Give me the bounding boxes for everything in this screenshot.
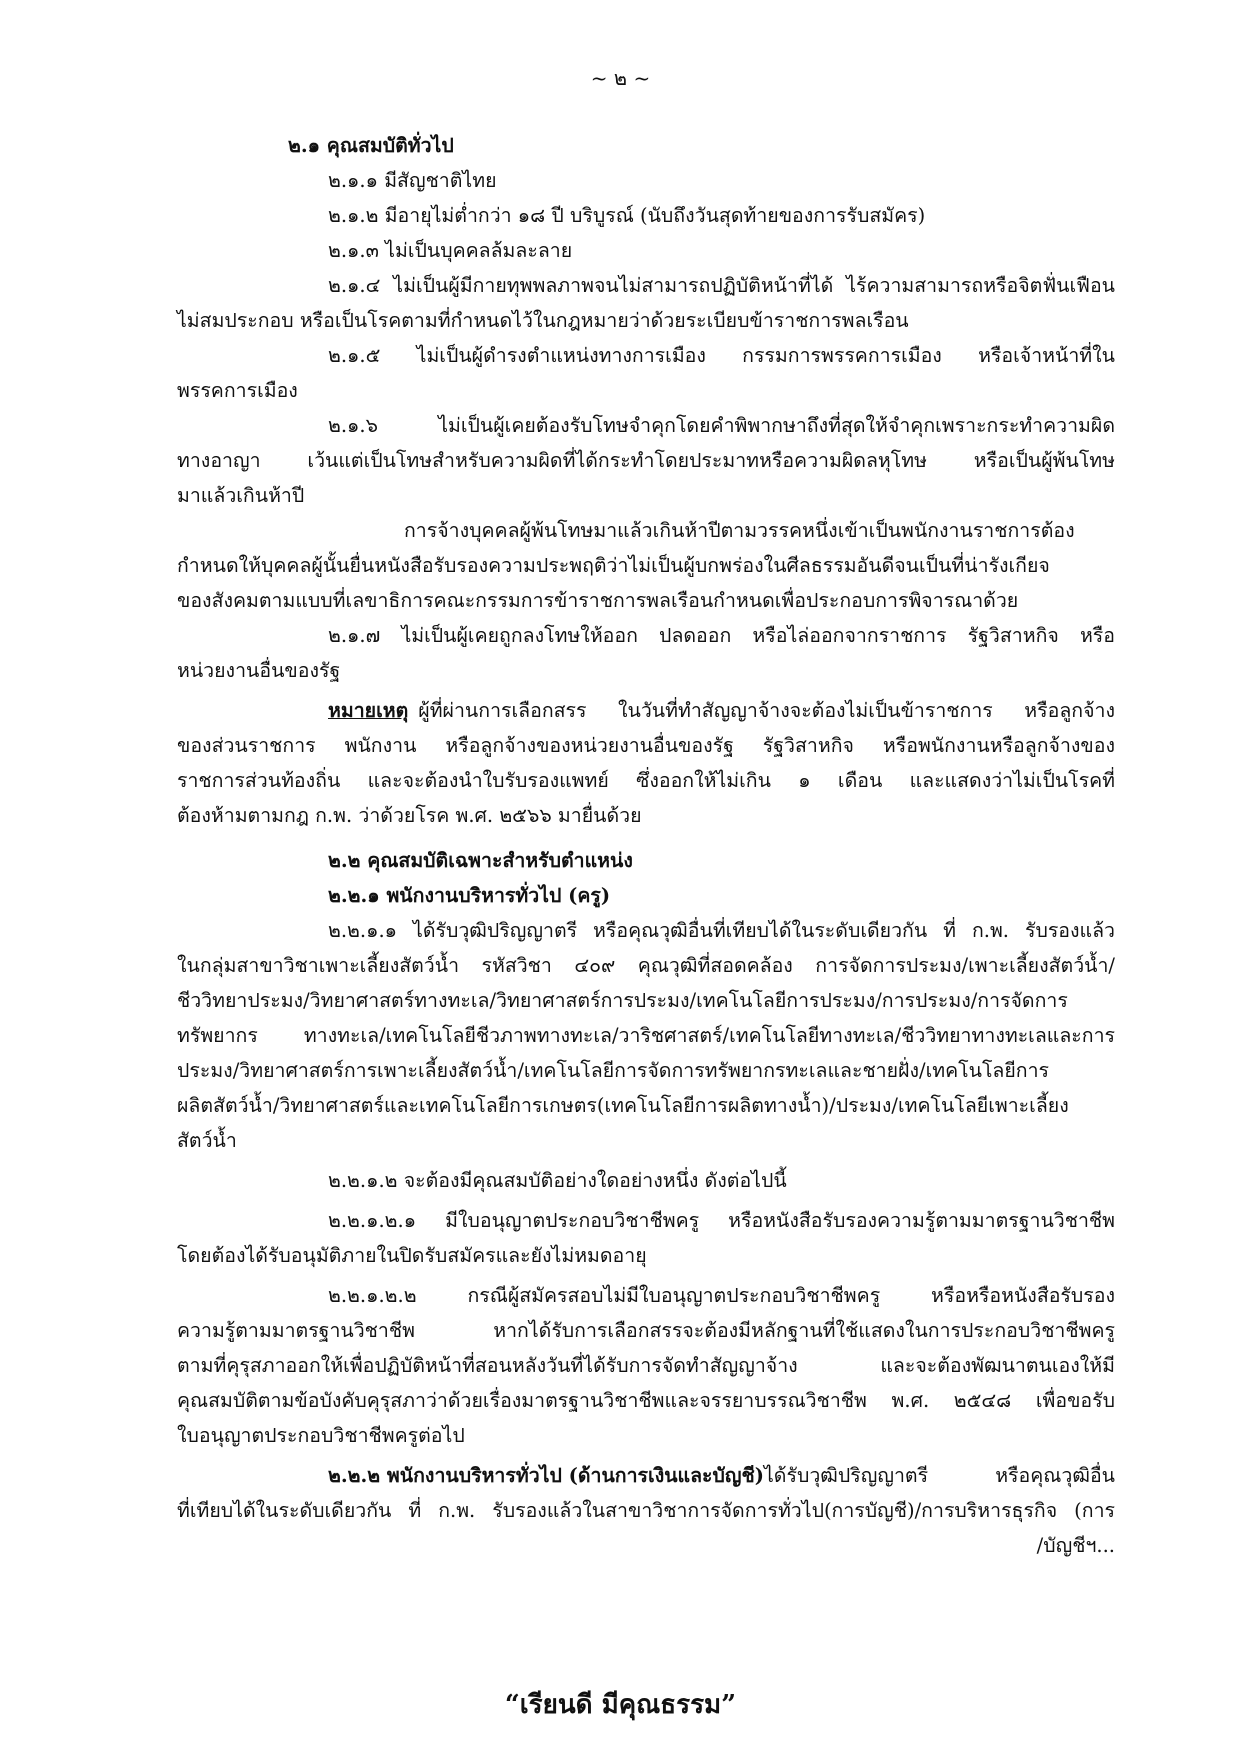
- paragraph-line: โดยต้องได้รับอนุมัติภายในปิดรับสมัครและยังไม่หมดอายุ: [177, 1244, 647, 1267]
- paragraph-line: การจ้างบุคคลผู้พ้นโทษมาแล้วเกินห้าปีตามวรรคหนึ่งเข้าเป็นพนักงานราชการต้อง: [404, 519, 1075, 542]
- paragraph-line: ต้องห้ามตามกฎ ก.พ. ว่าด้วยโรค พ.ศ. ๒๕๖๖ มายื่นด้วย: [177, 804, 642, 827]
- paragraph-line: ๒.๑.๗ ไม่เป็นผู้เคยถูกลงโทษให้ออก ปลดออก หรือไล่ออกจากราชการ รัฐวิสาหกิจ หรือ: [328, 624, 1115, 647]
- paragraph-line: ๒.๑.๑ มีสัญชาติไทย: [328, 169, 497, 192]
- paragraph-line: ๒.๑.๔ ไม่เป็นผู้มีกายทุพพลภาพจนไม่สามารถปฏิบัติหน้าที่ได้ ไร้ความสามารถหรือจิตฟั่นเฟือน: [328, 274, 1115, 297]
- paragraph-line: ทรัพยากร ทางทะเล/เทคโนโลยีชีวภาพทางทะเล/วาริชศาสตร์/เทคโนโลยีทางทะเล/ชีววิทยาทางทะเลและการ: [177, 1024, 1115, 1047]
- paragraph-line: ๒.๑.๖ ไม่เป็นผู้เคยต้องรับโทษจำคุกโดยคำพิพากษาถึงที่สุดให้จำคุกเพราะกระทำความผิด: [328, 414, 1115, 437]
- subsection-heading: ๒.๒.๑ พนักงานบริหารทั่วไป (ครู): [328, 884, 611, 907]
- paragraph-line: ราชการส่วนท้องถิ่น และจะต้องนำใบรับรองแพทย์ ซึ่งออกให้ไม่เกิน ๑ เดือน และแสดงว่าไม่เป็นโรคที่: [177, 769, 1115, 792]
- paragraph-line: ๒.๒.๑.๒.๑ มีใบอนุญาตประกอบวิชาชีพครู หรือหนังสือรับรองความรู้ตามมาตรฐานวิชาชีพ: [328, 1209, 1115, 1232]
- paragraph-line: ๒.๑.๓ ไม่เป็นบุคคลล้มละลาย: [328, 239, 573, 262]
- paragraph-line: ทางอาญา เว้นแต่เป็นโทษสำหรับความผิดที่ได้กระทำโดยประมาทหรือความผิดลหุโทษ หรือเป็นผู้พ้นโทษ: [177, 449, 1115, 472]
- subsection-heading: ๒.๒.๒ พนักงานบริหารทั่วไป (ด้านการเงินและบัญชี): [328, 1464, 764, 1487]
- paragraph-line: ๒.๒.๑.๑ ได้รับวุฒิปริญญาตรี หรือคุณวุฒิอื่นที่เทียบได้ในระดับเดียวกัน ที่ ก.พ. รับรองแล้ว: [328, 919, 1115, 942]
- footer-motto: “เรียนดี มีคุณธรรม”: [504, 1690, 737, 1720]
- paragraph-line: ผลิตสัตว์น้ำ/วิทยาศาสตร์และเทคโนโลยีการเกษตร(เทคโนโลยีการผลิตทางน้ำ)/ประมง/เทคโนโลยีเพาะเลี้ยง: [177, 1094, 1069, 1117]
- paragraph-line: ใบอนุญาตประกอบวิชาชีพครูต่อไป: [177, 1424, 465, 1447]
- paragraph-line: ที่เทียบได้ในระดับเดียวกัน ที่ ก.พ. รับรองแล้วในสาขาวิชาการจัดการทั่วไป(การบัญชี)/การบริหารธุรกิจ (การ: [177, 1499, 1115, 1522]
- paragraph-line: สัตว์น้ำ: [177, 1129, 237, 1152]
- note-text: ผู้ที่ผ่านการเลือกสรร ในวันที่ทำสัญญาจ้างจะต้องไม่เป็นข้าราชการ หรือลูกจ้าง: [418, 699, 1115, 722]
- paragraph-line: ความรู้ตามมาตรฐานวิชาชีพ หากได้รับการเลือกสรรจะต้องมีหลักฐานที่ใช้แสดงในการประกอบวิชาชีพครู: [177, 1319, 1115, 1342]
- note-line: [328, 696, 1115, 726]
- paragraph-line: ของสังคมตามแบบที่เลขาธิการคณะกรรมการข้าราชการพลเรือนกำหนดเพื่อประกอบการพิจารณาด้วย: [177, 589, 1019, 612]
- note-label: หมายเหตุ: [328, 699, 409, 722]
- paragraph-line: ๒.๒.๑.๒ จะต้องมีคุณสมบัติอย่างใดอย่างหนึ่ง ดังต่อไปนี้: [328, 1169, 787, 1192]
- section-heading: ๒.๑ คุณสมบัติทั่วไป: [288, 134, 454, 157]
- paragraph-line: มาแล้วเกินห้าปี: [177, 484, 305, 507]
- paragraph-line: ประมง/วิทยาศาสตร์การเพาะเลี้ยงสัตว์น้ำ/เทคโนโลยีการจัดการทรัพยากรทะเลและชายฝั่ง/เทคโนโลยีการ: [177, 1059, 1050, 1082]
- paragraph-line: ตามที่คุรุสภาออกให้เพื่อปฏิบัติหน้าที่สอนหลังวันที่ได้รับการจัดทำสัญญาจ้าง และจะต้องพัฒนาตนเองให้มี: [177, 1354, 1115, 1377]
- section-heading: ๒.๒ คุณสมบัติเฉพาะสำหรับตำแหน่ง: [328, 849, 633, 872]
- subsection-text: ได้รับวุฒิปริญญาตรี หรือคุณวุฒิอื่น: [764, 1464, 1115, 1487]
- paragraph-line: กำหนดให้บุคคลผู้นั้นยื่นหนังสือรับรองความประพฤติว่าไม่เป็นผู้บกพร่องในศีลธรรมอันดีจนเป็นที่น่ารังเกียจ: [177, 554, 1050, 577]
- page-number: ~ ๒ ~: [590, 66, 651, 90]
- paragraph-line: ในกลุ่มสาขาวิชาเพาะเลี้ยงสัตว์น้ำ รหัสวิชา ๔๐๙ คุณวุฒิที่สอดคล้อง การจัดการประมง/เพาะเลี้ยงสัตว์น้ำ/: [177, 954, 1115, 977]
- paragraph-line: ๒.๑.๕ ไม่เป็นผู้ดำรงตำแหน่งทางการเมือง กรรมการพรรคการเมือง หรือเจ้าหน้าที่ใน: [328, 344, 1115, 367]
- paragraph-line: ชีววิทยาประมง/วิทยาศาสตร์ทางทะเล/วิทยาศาสตร์การประมง/เทคโนโลยีการประมง/การประมง/การจัดการ: [177, 989, 1068, 1012]
- paragraph-line: พรรคการเมือง: [177, 379, 298, 402]
- subsection-line: [328, 1461, 1115, 1491]
- paragraph-line: ๒.๒.๑.๒.๒ กรณีผู้สมัครสอบไม่มีใบอนุญาตประกอบวิชาชีพครู หรือหรือหนังสือรับรอง: [328, 1284, 1115, 1307]
- paragraph-line: ของส่วนราชการ พนักงาน หรือลูกจ้างของหน่วยงานอื่นของรัฐ รัฐวิสาหกิจ หรือพนักงานหรือลูกจ้างของ: [177, 734, 1115, 757]
- paragraph-line: หน่วยงานอื่นของรัฐ: [177, 659, 341, 682]
- paragraph-line: ๒.๑.๒ มีอายุไม่ต่ำกว่า ๑๘ ปี บริบูรณ์ (นับถึงวันสุดท้ายของการรับสมัคร): [328, 204, 926, 227]
- continuation-marker: /บัญชีฯ...: [1036, 1534, 1115, 1557]
- paragraph-line: คุณสมบัติตามข้อบังคับคุรุสภาว่าด้วยเรื่องมาตรฐานวิชาชีพและจรรยาบรรณวิชาชีพ พ.ศ. ๒๕๔๘ เพื่อขอรับ: [177, 1389, 1115, 1412]
- paragraph-line: ไม่สมประกอบ หรือเป็นโรคตามที่กำหนดไว้ในกฎหมายว่าด้วยระเบียบข้าราชการพลเรือน: [177, 309, 909, 332]
